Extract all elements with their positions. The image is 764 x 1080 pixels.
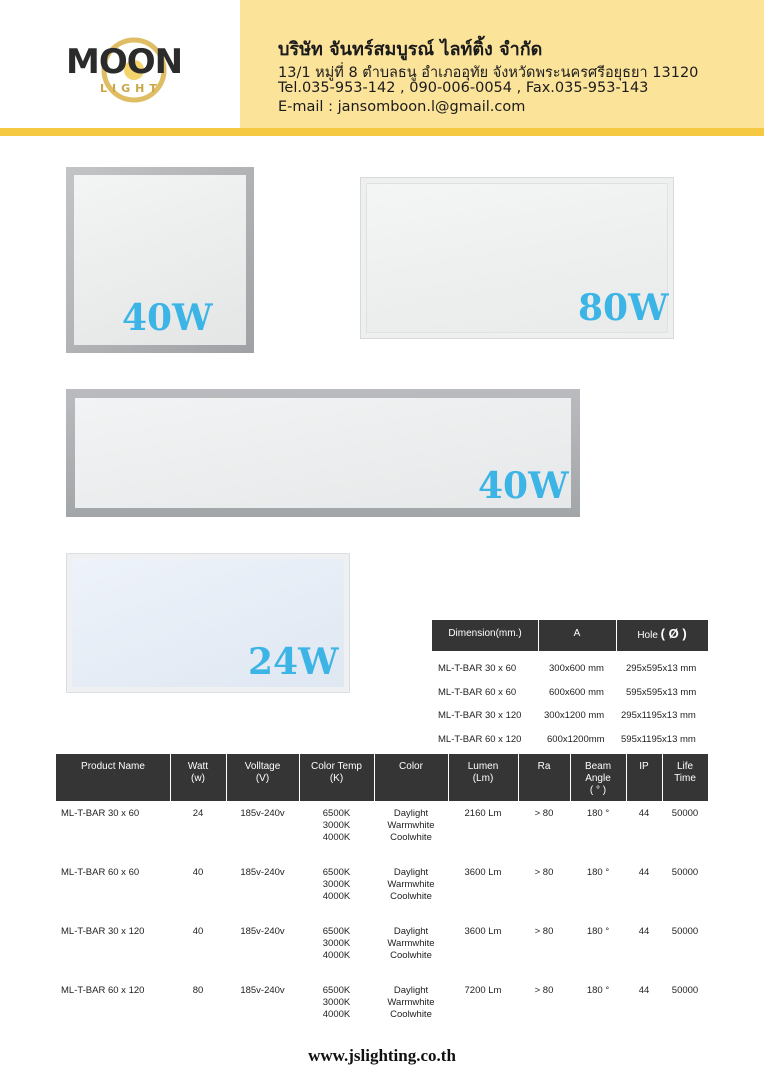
header-beam-angle [570, 761, 626, 797]
header-color-temp [299, 761, 374, 785]
temp-value: 4000K [322, 1009, 351, 1021]
color-value: Coolwhite [390, 832, 432, 844]
color-value: Daylight [393, 808, 429, 819]
header-line: (V) [255, 773, 270, 784]
cell-product-name: ML-T-BAR 60 x 120 [61, 985, 145, 996]
dim-hole: 595x595x13 mm [626, 686, 697, 698]
table-row [56, 919, 708, 978]
panel-watt-label: 80W [578, 287, 669, 329]
cell-color-temp [299, 867, 374, 904]
dim-a: 300x1200 mm [544, 710, 605, 721]
cell-lumen: 2160 Lm [464, 808, 502, 819]
temp-value: 3000K [322, 820, 351, 832]
cell-life-time: 50000 [671, 926, 699, 937]
temp-value: 3000K [322, 938, 351, 950]
table-row [432, 704, 708, 728]
cell-watt: 40 [192, 926, 204, 937]
header-ip [626, 761, 662, 773]
cell-beam-angle: 180 ° [586, 926, 610, 937]
temp-value: 6500K [322, 808, 351, 819]
dim-hole: 295x595x13 mm [626, 663, 697, 674]
panel-watt-label: 40W [478, 465, 569, 507]
header-line: Color Temp [311, 761, 362, 772]
dimension-table [432, 620, 708, 751]
cell-lumen: 3600 Lm [464, 867, 502, 878]
temp-value: 6500K [322, 985, 351, 996]
cell-color [374, 808, 448, 845]
table-row [56, 978, 708, 1037]
header-line: Lumen [467, 761, 499, 772]
cell-watt: 24 [192, 808, 204, 819]
color-value: Coolwhite [390, 1009, 432, 1021]
cell-life-time: 50000 [671, 808, 699, 819]
cell-product-name: ML-T-BAR 30 x 60 [61, 808, 140, 819]
panel-watt-label: 24W [248, 641, 339, 683]
color-value: Warmwhite [387, 938, 435, 950]
cell-color [374, 926, 448, 963]
cell-voltage: 185v-240v [240, 867, 285, 878]
cell-ra: > 80 [534, 926, 554, 937]
company-email: E-mail : jansomboon.l@gmail.com [278, 99, 526, 115]
color-value: Warmwhite [387, 879, 435, 891]
table-row [56, 801, 708, 860]
cell-product-name: ML-T-BAR 30 x 120 [61, 926, 145, 937]
color-value: Coolwhite [390, 950, 432, 962]
panel-image-1 [66, 167, 254, 353]
temp-value: 3000K [322, 879, 351, 891]
header [0, 0, 764, 136]
cell-product-name: ML-T-BAR 60 x 60 [61, 867, 140, 878]
temp-value: 6500K [322, 867, 351, 878]
temp-value: 6500K [322, 926, 351, 937]
header-a: A [573, 628, 581, 639]
color-value: Coolwhite [390, 891, 432, 903]
header-line: Color [399, 761, 423, 772]
logo-word: MOON [66, 42, 183, 82]
color-value: Warmwhite [387, 997, 435, 1009]
dimension-table-body [432, 651, 708, 751]
cell-ip: 44 [638, 808, 650, 819]
panel-watt-label: 40W [122, 297, 213, 339]
cell-watt: 80 [192, 985, 204, 996]
cell-lumen: 3600 Lm [464, 926, 502, 937]
logo-subword: LIGHT [100, 82, 162, 95]
cell-life-time: 50000 [671, 985, 699, 996]
temp-value: 3000K [322, 997, 351, 1009]
cell-voltage: 185v-240v [240, 985, 285, 996]
company-name: บริษัท จันทร์สมบูรณ์ ไลท์ติ้ง จำกัด [278, 39, 543, 60]
cell-ra: > 80 [534, 867, 554, 878]
color-value: Daylight [393, 985, 429, 996]
header-ra [518, 761, 570, 773]
header-hole [616, 620, 708, 651]
website-link[interactable]: www.jslighting.co.th [308, 1046, 456, 1065]
header-dimension: Dimension(mm.) [448, 628, 522, 639]
cell-lumen: 7200 Lm [464, 985, 502, 996]
dim-hole: 295x1195x13 mm [621, 710, 696, 721]
cell-color [374, 985, 448, 1022]
cell-color-temp [299, 985, 374, 1022]
header-line: (Lm) [472, 773, 494, 784]
diameter-symbol: ( Ø ) [660, 626, 687, 641]
spec-table-body [56, 801, 708, 1037]
temp-value: 4000K [322, 832, 351, 844]
moon-light-logo [66, 36, 186, 106]
color-value: Warmwhite [387, 820, 435, 832]
table-row [56, 860, 708, 919]
cell-ip: 44 [638, 926, 650, 937]
cell-color-temp [299, 926, 374, 963]
header-voltage [226, 761, 299, 785]
dim-model: ML-T-BAR 30 x 120 [438, 710, 522, 721]
header-line: ( ° ) [589, 785, 607, 796]
header-life-time [662, 761, 708, 785]
header-line: Watt [187, 761, 209, 772]
header-line: Volltage [244, 761, 281, 772]
header-divider [0, 128, 764, 136]
cell-beam-angle: 180 ° [586, 985, 610, 996]
color-value: Daylight [393, 867, 429, 878]
header-line: (w) [191, 773, 205, 784]
cell-voltage: 185v-240v [240, 808, 285, 819]
header-line: (K) [329, 773, 344, 784]
panel-image-2 [360, 177, 674, 339]
cell-voltage: 185v-240v [240, 926, 285, 937]
cell-beam-angle: 180 ° [586, 808, 610, 819]
dim-a: 600x1200mm [547, 733, 605, 745]
company-address: 13/1 หมู่ที่ 8 ตำบลธนู อำเภออุทัย จังหวัดพระนครศรีอยุธยา 13120 [278, 65, 699, 81]
spec-table [56, 754, 708, 1037]
cell-beam-angle: 180 ° [586, 867, 610, 878]
cell-watt: 40 [192, 867, 204, 878]
header-line: Angle [585, 773, 611, 784]
header-line: Beam [584, 761, 612, 772]
panel-image-4 [66, 553, 350, 693]
cell-color [374, 867, 448, 904]
cell-ra: > 80 [534, 808, 554, 819]
header-product-name [56, 761, 170, 773]
color-value: Daylight [393, 926, 429, 937]
cell-color-temp [299, 808, 374, 845]
temp-value: 4000K [322, 950, 351, 962]
header-line: Life [676, 761, 694, 772]
table-row [432, 681, 708, 705]
header-watt [170, 761, 226, 785]
header-lumen [448, 761, 518, 785]
dim-a: 300x600 mm [549, 663, 604, 674]
cell-ra: > 80 [534, 985, 554, 996]
dim-a: 600x600 mm [549, 686, 604, 698]
cell-life-time: 50000 [671, 867, 699, 878]
panel-image-3 [66, 389, 580, 517]
temp-value: 4000K [322, 891, 351, 903]
dim-model: ML-T-BAR 60 x 120 [438, 733, 522, 745]
header-hole-label: Hole [637, 630, 658, 641]
cell-ip: 44 [638, 867, 650, 878]
header-line: Product Name [81, 761, 145, 772]
table-row [432, 728, 708, 752]
header-color [374, 761, 448, 773]
header-line: Time [674, 773, 696, 784]
dimension-table-header [432, 620, 708, 651]
dim-hole: 595x1195x13 mm [621, 733, 696, 745]
header-line: IP [639, 761, 649, 772]
header-line: Ra [537, 761, 551, 772]
dim-model: ML-T-BAR 30 x 60 [438, 663, 517, 674]
dim-model: ML-T-BAR 60 x 60 [438, 686, 517, 698]
table-row [432, 657, 708, 681]
spec-table-header [56, 754, 708, 801]
company-phone: Tel.035-953-142 , 090-006-0054 , Fax.035-953-143 [278, 80, 649, 96]
cell-ip: 44 [638, 985, 650, 996]
